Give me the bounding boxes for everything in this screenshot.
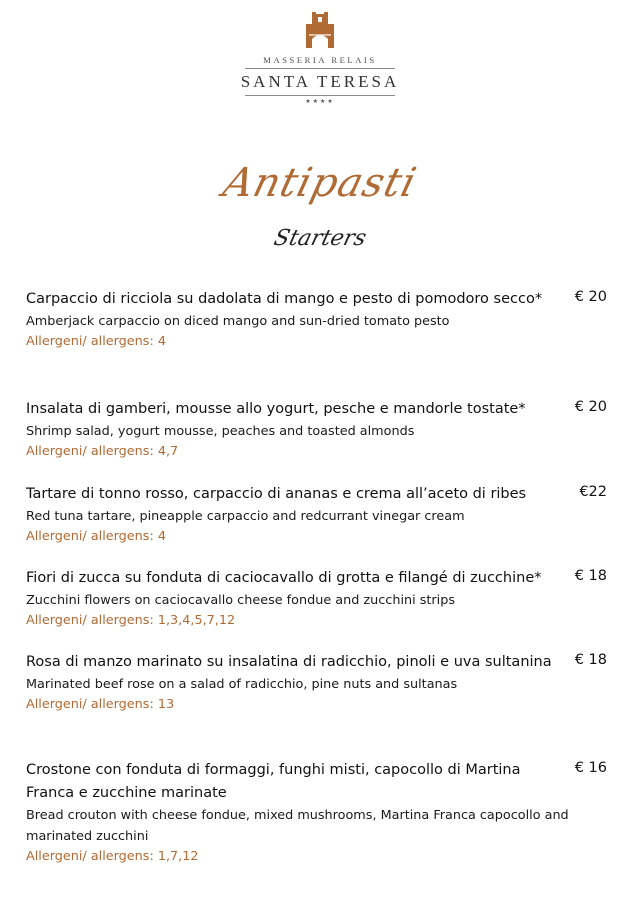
item-allergens: Allergeni/ allergens: 4,7 — [26, 444, 179, 459]
menu-item — [26, 567, 610, 651]
menu-item — [26, 651, 610, 759]
item-name: Carpaccio di ricciola su dadolata di mango e pesto di pomodoro secco* — [26, 291, 543, 307]
item-allergens: Allergeni/ allergens: 1,3,4,5,7,12 — [26, 613, 236, 628]
section-subtitle: Starters — [271, 226, 369, 251]
item-allergens: Allergeni/ allergens: 13 — [26, 697, 175, 712]
tower-logo-icon — [290, 12, 350, 50]
item-description: Amberjack carpaccio on diced mango and sun-dried tomato pesto — [26, 314, 450, 329]
item-name: Rosa di manzo marinato su insalatina di radicchio, pinoli e uva sultanina — [26, 654, 552, 670]
brand-stars: ★★★★ — [305, 98, 335, 105]
menu-item — [26, 398, 610, 483]
item-allergens: Allergeni/ allergens: 1,7,12 — [26, 849, 199, 864]
item-description: Red tuna tartare, pineapple carpaccio and redcurrant vinegar cream — [26, 509, 465, 524]
section-title: Antipasti — [218, 160, 422, 206]
item-name: Tartare di tonno rosso, carpaccio di ananas e crema all’aceto di ribes — [26, 486, 527, 502]
menu-item — [26, 759, 610, 867]
item-price: € 18 — [574, 568, 607, 584]
item-price: € 18 — [574, 652, 607, 668]
item-name: Fiori di zucca su fonduta di caciocavallo di grotta e filangé di zucchine* — [26, 570, 542, 586]
menu-item — [26, 483, 610, 567]
brand-subtitle: MASSERIA RELAIS — [263, 55, 377, 65]
item-description: Shrimp salad, yogurt mousse, peaches and toasted almonds — [26, 424, 415, 439]
item-description: Marinated beef rose on a salad of radicchio, pine nuts and sultanas — [26, 677, 458, 692]
item-allergens: Allergeni/ allergens: 4 — [26, 529, 166, 544]
item-price: € 20 — [574, 289, 607, 305]
brand-divider-bottom — [245, 95, 395, 96]
item-name: Crostone con fonduta di formaggi, funghi misti, capocollo di Martina Franca e zucchine marinate — [26, 762, 521, 801]
item-price: € 20 — [574, 399, 607, 415]
item-allergens: Allergeni/ allergens: 4 — [26, 334, 166, 349]
item-description: Zucchini flowers on caciocavallo cheese fondue and zucchini strips — [26, 593, 456, 608]
menu-items — [26, 288, 610, 867]
menu-item — [26, 288, 610, 398]
item-description: Bread crouton with cheese fondue, mixed mushrooms, Martina Franca capocollo and marinated zucchini — [26, 808, 569, 844]
item-price: € 16 — [574, 760, 607, 776]
brand-logo — [0, 12, 640, 105]
item-price: €22 — [579, 484, 607, 500]
item-name: Insalata di gamberi, mousse allo yogurt, pesche e mandorle tostate* — [26, 401, 526, 417]
brand-name: SANTA TERESA — [240, 72, 400, 91]
brand-divider — [245, 68, 395, 69]
